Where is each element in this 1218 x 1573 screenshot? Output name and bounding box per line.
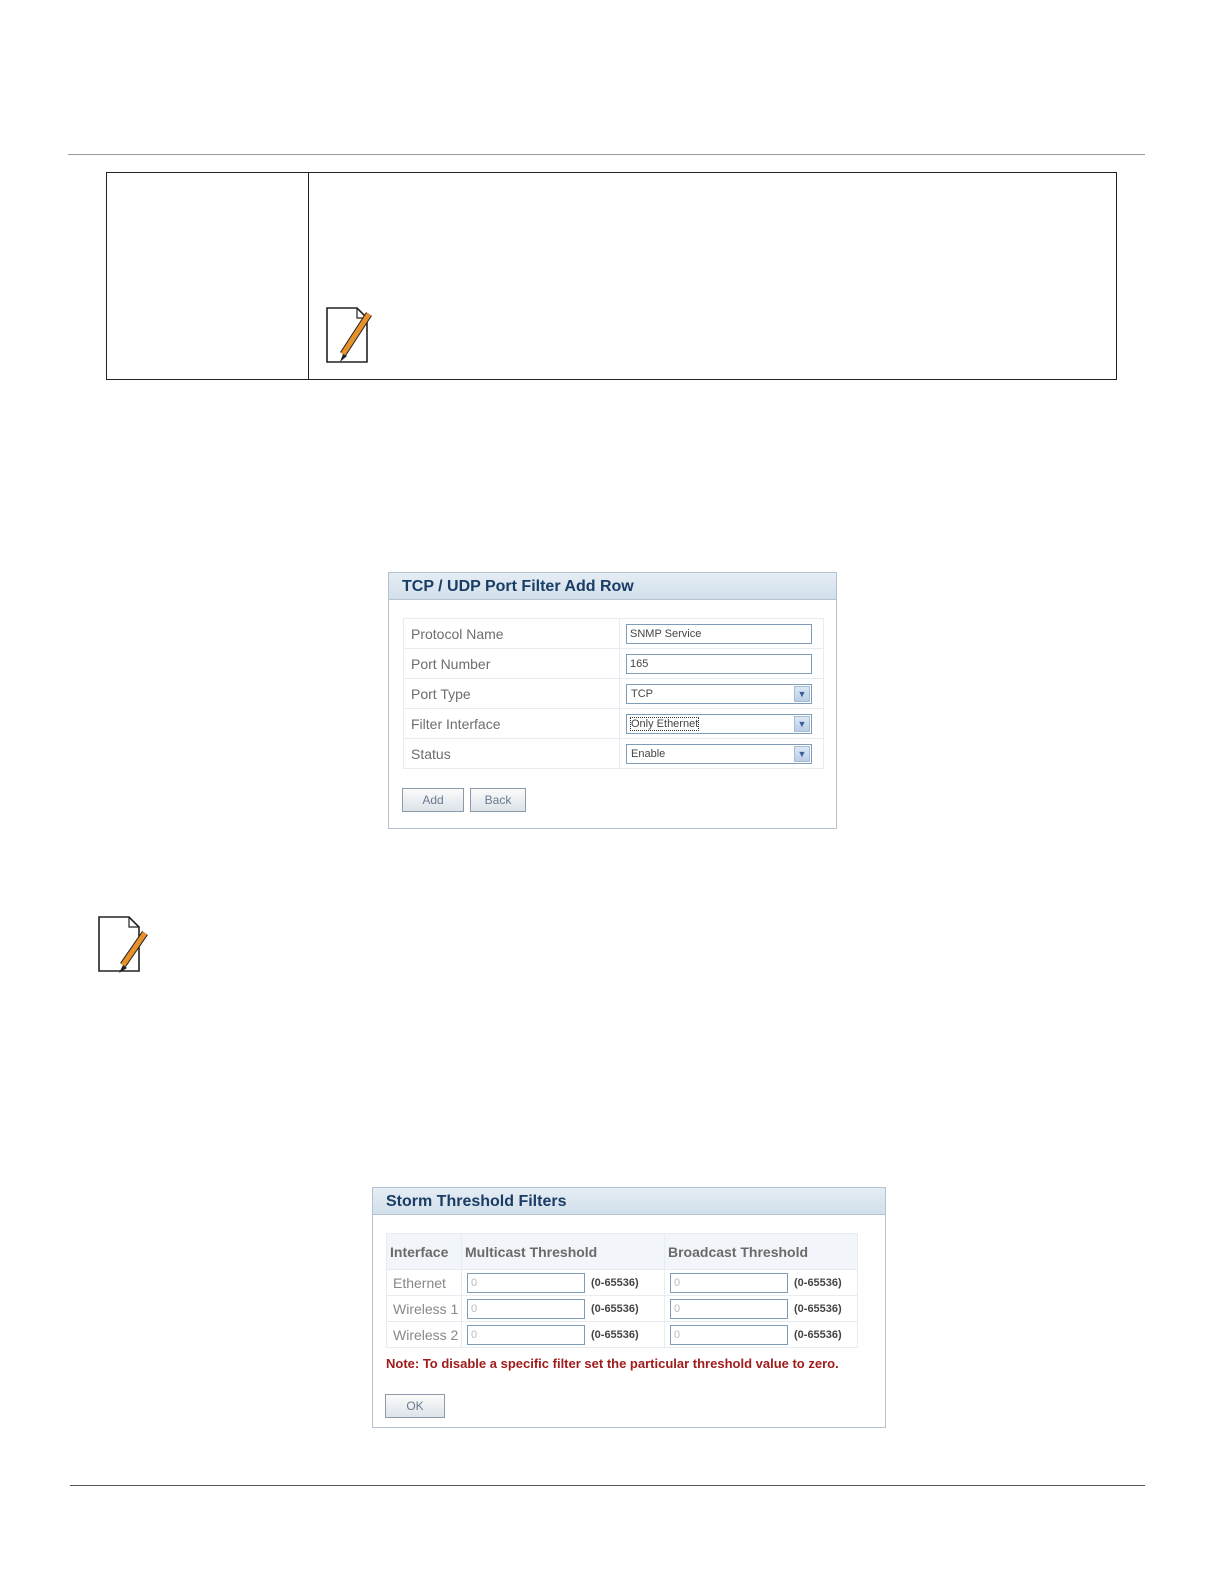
- table-row: [387, 1322, 858, 1348]
- tcp-udp-port-filter-panel: [388, 572, 837, 829]
- back-button[interactable]: Back: [470, 788, 526, 812]
- protocol-name-input[interactable]: SNMP Service: [626, 624, 812, 644]
- note-pencil-icon: [95, 913, 149, 977]
- interface-cell: Wireless 2: [387, 1322, 462, 1348]
- document-table: [106, 172, 1117, 380]
- multicast-threshold-input[interactable]: 0: [467, 1299, 585, 1319]
- chevron-down-icon[interactable]: ▼: [794, 686, 810, 702]
- range-hint: (0-65536): [591, 1328, 639, 1341]
- port-number-label: Port Number: [404, 649, 620, 679]
- multicast-threshold-input[interactable]: 0: [467, 1273, 585, 1293]
- form-row-protocol-name: [404, 619, 824, 649]
- filter-interface-label: Filter Interface: [404, 709, 620, 739]
- chevron-down-icon[interactable]: ▼: [794, 746, 810, 762]
- table-header-row: [387, 1234, 858, 1270]
- table-row: [387, 1270, 858, 1296]
- status-select[interactable]: [626, 744, 812, 764]
- protocol-name-label: Protocol Name: [404, 619, 620, 649]
- multicast-threshold-input[interactable]: 0: [467, 1325, 585, 1345]
- form-row-filter-interface: [404, 709, 824, 739]
- range-hint: (0-65536): [794, 1276, 842, 1289]
- note-pencil-icon: [323, 304, 377, 368]
- port-number-input[interactable]: 165: [626, 654, 812, 674]
- port-type-select[interactable]: [626, 684, 812, 704]
- multicast-column-header: Multicast Threshold: [462, 1234, 665, 1270]
- port-type-label: Port Type: [404, 679, 620, 709]
- status-value: Enable: [631, 747, 666, 760]
- filter-interface-select[interactable]: [626, 714, 812, 734]
- add-button[interactable]: Add: [402, 788, 464, 812]
- port-filter-form: [403, 618, 824, 769]
- interface-cell: Wireless 1: [387, 1296, 462, 1322]
- range-hint: (0-65536): [591, 1276, 639, 1289]
- form-row-status: [404, 739, 824, 769]
- port-type-value: TCP: [631, 687, 653, 700]
- filter-interface-value: Only Ethernet: [631, 717, 699, 730]
- range-hint: (0-65536): [794, 1302, 842, 1315]
- form-row-port-number: [404, 649, 824, 679]
- status-label: Status: [404, 739, 620, 769]
- threshold-table: [386, 1233, 858, 1348]
- form-row-port-type: [404, 679, 824, 709]
- broadcast-threshold-input[interactable]: 0: [670, 1325, 788, 1345]
- interface-column-header: Interface: [387, 1234, 462, 1270]
- broadcast-column-header: Broadcast Threshold: [665, 1234, 858, 1270]
- table-column-divider: [308, 173, 309, 379]
- header-rule: [68, 154, 1145, 155]
- broadcast-threshold-input[interactable]: 0: [670, 1273, 788, 1293]
- panel-title: TCP / UDP Port Filter Add Row: [389, 573, 836, 600]
- broadcast-threshold-input[interactable]: 0: [670, 1299, 788, 1319]
- range-hint: (0-65536): [591, 1302, 639, 1315]
- table-row: [387, 1296, 858, 1322]
- panel-title: Storm Threshold Filters: [373, 1188, 885, 1215]
- chevron-down-icon[interactable]: ▼: [794, 716, 810, 732]
- storm-threshold-filters-panel: [372, 1187, 886, 1428]
- ok-button[interactable]: OK: [385, 1394, 445, 1418]
- interface-cell: Ethernet: [387, 1270, 462, 1296]
- range-hint: (0-65536): [794, 1328, 842, 1341]
- threshold-note: Note: To disable a specific filter set the particular threshold value to zero.: [386, 1356, 839, 1371]
- footer-rule: [70, 1485, 1145, 1486]
